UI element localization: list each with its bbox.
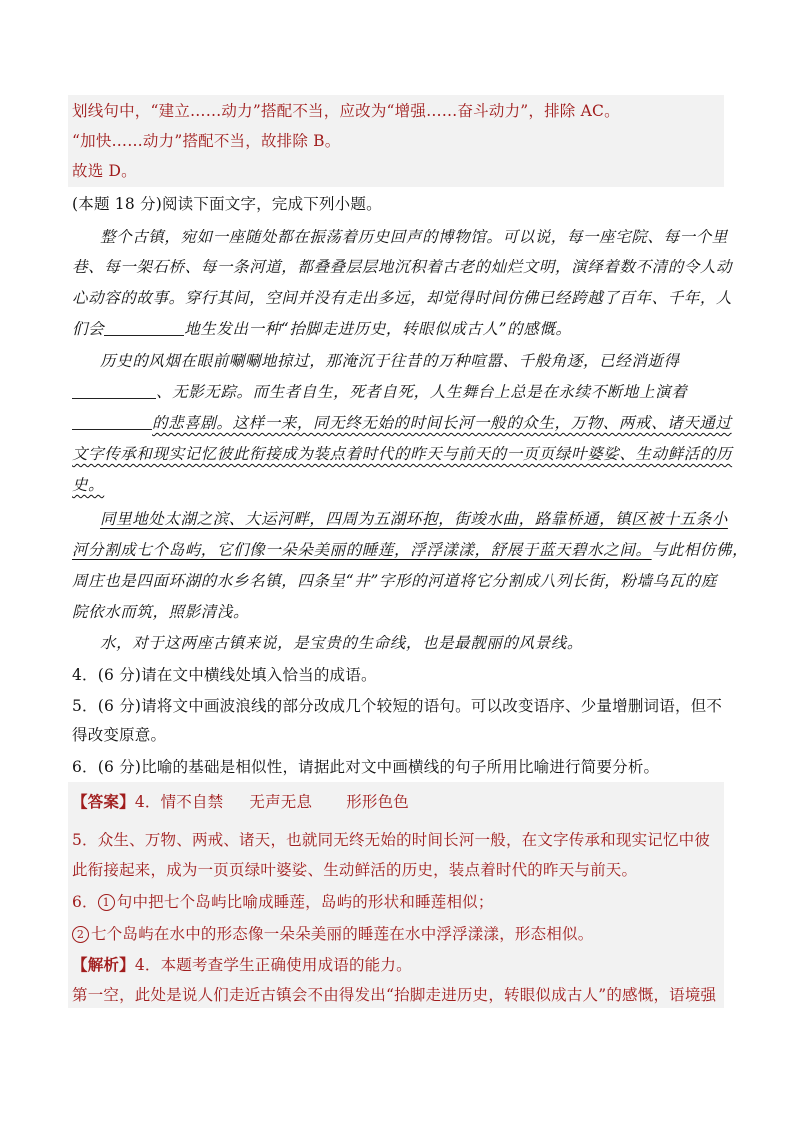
passage-line: 历史的风烟在眼前唰唰地掠过，那淹沉于往昔的万种喧嚣、千般角逐，已经消逝得	[100, 352, 680, 370]
passage-line: 巷、每一架石桥、每一条河道，都叠叠层层地沉积着古老的灿烂文明，演绎着数不清的令人动	[72, 258, 733, 276]
passage-line: 整个古镇，宛如一座随处都在振荡着历史回声的博物馆。可以说，每一座宅院、每一个里	[100, 228, 728, 246]
analysis-line	[72, 950, 722, 980]
answer-5: 5．众生、万物、两戒、诸天，也就同无终无始的时间长河一般，在文字传承和现实记忆中彼	[72, 831, 711, 849]
passage-line	[72, 314, 722, 344]
analysis-line: 第一空，此处是说人们走近古镇会不由得发出“抬脚走进历史，转眼似成古人”的感慨，语境强	[72, 986, 717, 1004]
answer-idiom: 形形色色	[346, 793, 410, 811]
circled-number-2: 2	[72, 926, 89, 943]
passage-line	[100, 504, 728, 534]
answer-text: 句中把七个岛屿比喻成睡莲，岛屿的形状和睡莲相似；	[116, 893, 494, 911]
fill-blank	[72, 411, 152, 430]
wavy-underlined-text: 的悲喜剧。这样一来，同无终无始的时间长河一般的众生，万物、两戒、诸天通过	[152, 414, 732, 432]
answer-idiom: 情不自禁	[160, 793, 224, 811]
question-5-cont: 得改变原意。	[72, 726, 167, 744]
underlined-text: 同里地处太湖之滨、大运河畔，四周为五湖环抱，街竣水曲，路靠桥通，镇区被十五条小	[100, 510, 728, 528]
passage-text: 、无影无踪。而生者自生，死者自死，人生舞台上总是在永续不断地上演着	[156, 383, 688, 401]
passage-line	[72, 470, 722, 500]
wavy-underlined-text: 文字传承和现实记忆彼此衔接成为装点着时代的昨天与前天的一页页绿叶婆娑、生动鲜活的历	[72, 445, 733, 463]
answer-text: 七个岛屿在水中的形态像一朵朵美丽的睡莲在水中浮浮漾漾，形态相似。	[91, 925, 594, 943]
answer-idiom: 无声无息	[249, 793, 313, 811]
analysis-tag: 【解析】	[72, 955, 135, 974]
question-4: 4．(6 分)请在文中横线处填入恰当的成语。	[72, 666, 377, 684]
passage-text: 地生发出一种“抬脚走进历史，转眼似成古人”的感慨。	[184, 320, 572, 338]
passage-line: 周庄也是四面环湖的水乡名镇，四条呈“井”字形的河道将它分割成八列长街，粉墙乌瓦的庭	[72, 572, 717, 590]
wavy-underlined-text: 史。	[72, 476, 105, 494]
answer-6	[72, 887, 722, 917]
fill-blank	[72, 380, 156, 399]
passage-line	[72, 408, 732, 438]
question-intro: (本题 18 分)阅读下面文字，完成下列小题。	[72, 195, 382, 213]
prev-answer-line: 划线句中，“建立……动力”搭配不当，应改为“增强……奋斗动力”，排除 AC。	[72, 102, 620, 120]
question-6: 6．(6 分)比喻的基础是相似性，请据此对文中画横线的句子所用比喻进行简要分析。	[72, 758, 660, 776]
prev-answer-line: “加快……动力”搭配不当，故排除 B。	[72, 132, 341, 150]
passage-line	[72, 377, 722, 407]
answer-5-cont: 此衔接起来，成为一页页绿叶婆娑、生动鲜活的历史，装点着时代的昨天与前天。	[72, 861, 638, 879]
prev-answer-line: 故选 D。	[72, 162, 137, 180]
passage-text: 们会	[72, 320, 105, 338]
passage-line	[72, 439, 733, 469]
passage-line: 心动容的故事。穿行其间，空间并没有走出多远，却觉得时间仿佛已经跨越了百年、千年，人	[72, 289, 733, 307]
answer-number: 6．	[72, 893, 98, 911]
circled-number-1: 1	[98, 894, 115, 911]
passage-line: 院依水而筑，照影清浅。	[72, 603, 250, 621]
question-5: 5．(6 分)请将文中画波浪线的部分改成几个较短的语句。可以改变语序、少量增删词语，但不	[72, 697, 723, 715]
answer-4	[72, 787, 722, 817]
answer-tag: 【答案】	[72, 792, 135, 811]
answer-6-cont	[72, 919, 722, 949]
passage-line: 水，对于这两座古镇来说，是宝贵的生命线，也是最靓丽的风景线。	[100, 634, 584, 652]
answer-number: 4．	[134, 793, 161, 811]
passage-text: 与此相仿佛，	[651, 541, 749, 559]
passage-line	[72, 535, 749, 565]
underlined-text: 河分割成七个岛屿，它们像一朵朵美丽的睡莲，浮浮漾漾，舒展于蓝天碧水之间。	[72, 541, 652, 559]
fill-blank	[104, 317, 184, 336]
analysis-text: 4．本题考查学生正确使用成语的能力。	[134, 956, 412, 974]
